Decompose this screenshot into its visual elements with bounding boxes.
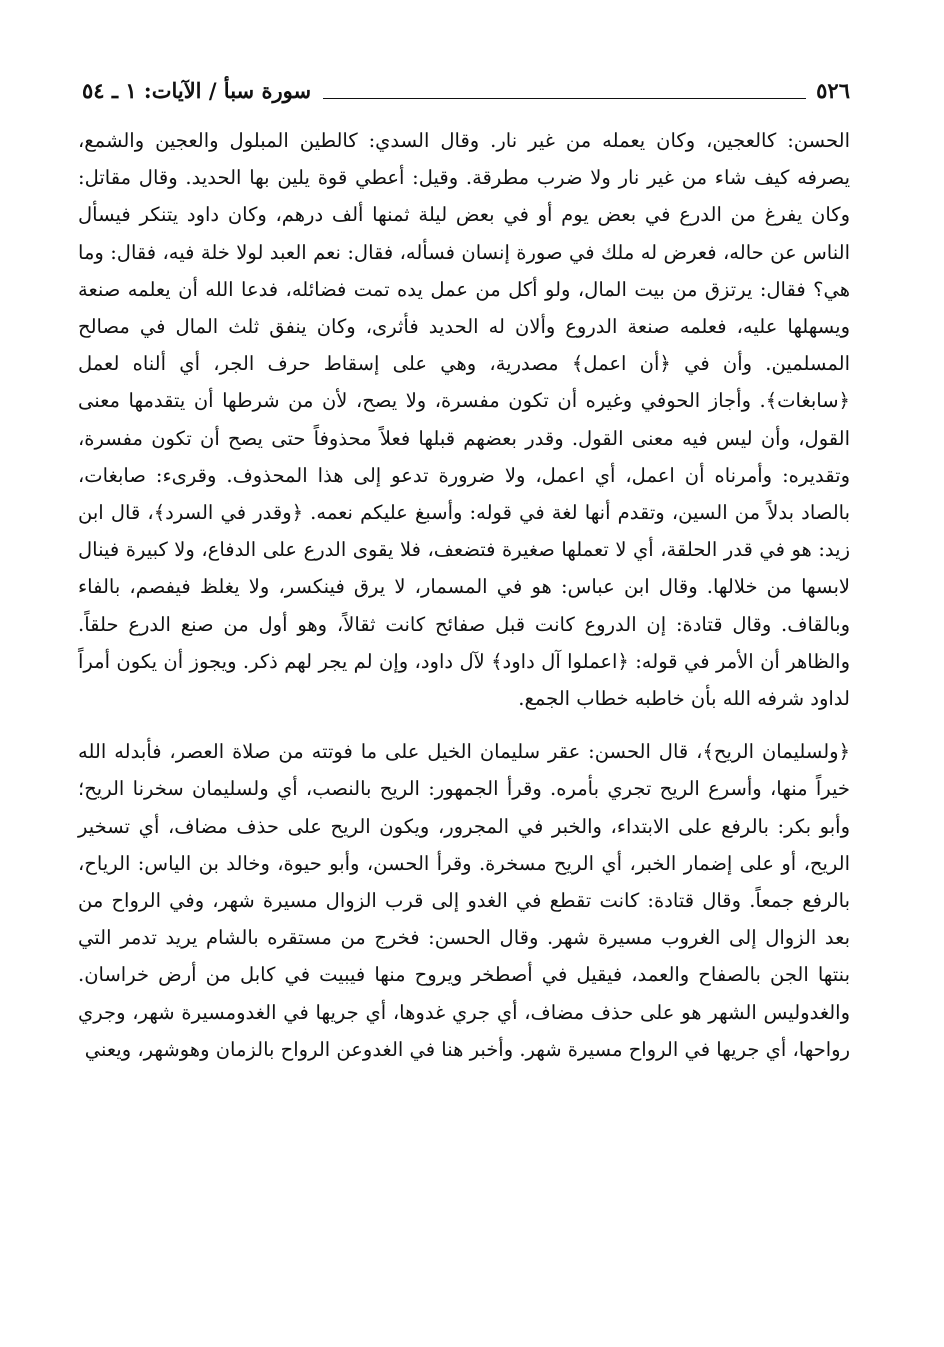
header-rule (323, 98, 806, 99)
page-body (78, 122, 850, 1068)
running-header (82, 70, 850, 110)
page-number: ٥٢٦ (816, 77, 850, 103)
running-title: سورة سبأ / الآيات: ١ ـ ٥٤ (82, 77, 312, 103)
paragraph: ﴿ولسليمان الريح﴾، قال الحسن: عقر سليمان الخيل على ما فوتته من صلاة العصر، فأبدله الله خيراً منها، وأسرع الريح تجري بأمره. وقرأ الجمهور: الريح بالنصب، أي ولسليمان سخرنا الريح؛ وأبو بكر: بالرفع على الابتداء، والخبر في المجرور، ويكون الريح على حذف مضاف، أي تسخير الريح، أو على إضمار الخبر، أي الريح مسخرة. وقرأ الحسن، وأبو حيوة، وخالد بن الياس: الرياح، بالرفع جمعاً. وقال قتادة: كانت تقطع في الغدو إلى قرب الزوال مسيرة شهر، وفي الرواح من بعد الزوال إلى الغروب مسيرة شهر. وقال الحسن: فخرج من مستقره بالشام يريد تدمر التي بنتها الجن بالصفاح والعمد، فيقيل في أصطخر ويروح منها فيبيت في كابل من أرض خراسان. والغدوليس الشهر هو على حذف مضاف، أي جري غدوها، أي جريها في الغدومسيرة شهر، وجري رواحها، أي جريها في الرواح مسيرة شهر. وأخبر هنا في الغدوعن الرواح بالزمان وهوشهر، ويعني (78, 740, 850, 1061)
paragraph: الحسن: كالعجين، وكان يعمله من غير نار. وقال السدي: كالطين المبلول والعجين والشمع، يصرفه كيف شاء من غير نار ولا ضرب مطرقة. وقيل: أعطي قوة يلين بها الحديد. وقال مقاتل: وكان يفرغ من الدرع في بعض يوم أو في بعض ليلة ثمنها ألف درهم، وكان داود يتنكر فيسأل الناس عن حاله، فعرض له ملك في صورة إنسان فسأله، فقال: نعم العبد لولا خلة فيه، فقال: وما هي؟ فقال: يرتزق من بيت المال، ولو أكل من عمل يده تمت فضائله، فدعا الله أن يعلمه صنعة ويسهلها عليه، فعلمه صنعة الدروع وألان له الحديد فأثرى، وكان ينفق ثلث المال في مصالح المسلمين. وأن في ﴿أن اعمل﴾ مصدرية، وهي على إسقاط حرف الجر، أي ألناه لعمل ﴿سابغات﴾. وأجاز الحوفي وغيره أن تكون مفسرة، ولا يصح، لأن من شرطها أن يتقدمها معنى القول، وأن ليس فيه معنى القول. وقدر بعضهم قبلها فعلاً محذوفاً حتى يصح أن تكون مفسرة، وتقديره: وأمرناه أن اعمل، أي اعمل، ولا ضرورة تدعو إلى هذا المحذوف. وقرىء: صابغات، بالصاد بدلاً من السين، وتقدم أنها لغة في قوله: وأسبغ عليكم نعمه. ﴿وقدر في السرد﴾، قال ابن زيد: هو في قدر الحلقة، أي لا تعملها صغيرة فتضعف، فلا يقوى الدرع على الدفاع، ولا كبيرة فينال لابسها من خلالها. وقال ابن عباس: هو في المسمار، لا يرق فينكسر، ولا يغلظ فيفصم، بالفاء وبالقاف. وقال قتادة: إن الدروع كانت قبل صفائح كانت ثقالاً، وهو أول من صنع الدرع حلقاً. والظاهر أن الأمر في قوله: ﴿اعملوا آل داود﴾ لآل داود، وإن لم يجر لهم ذكر. ويجوز أن يكون أمراً لداود شرفه الله بأن خاطبه خطاب الجمع. (78, 129, 850, 711)
